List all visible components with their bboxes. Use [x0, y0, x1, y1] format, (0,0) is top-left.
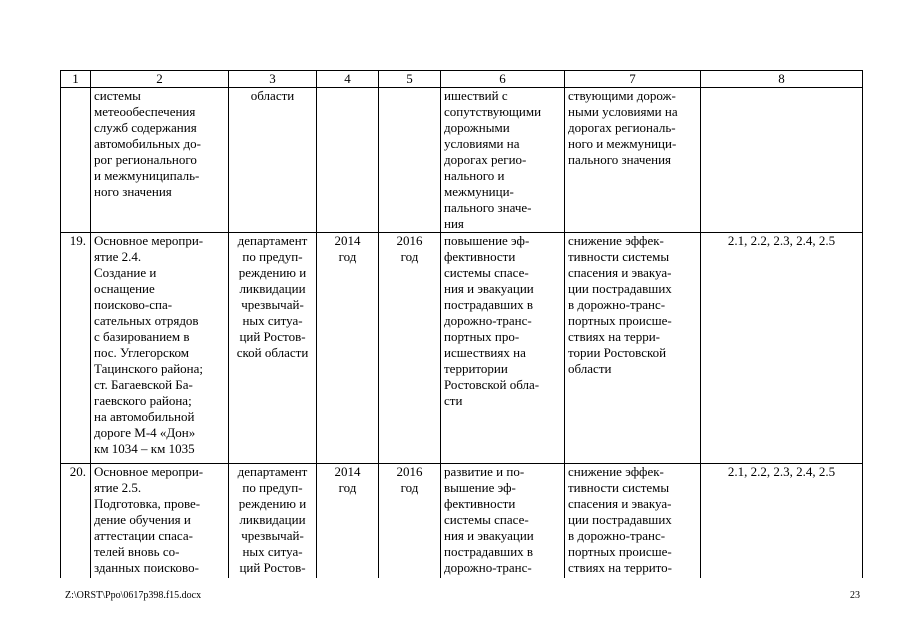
executor-cell: департамент по предуп- реждению и ликвидации чрезвычай- ных ситуа- ций Ростов- ской области — [229, 233, 317, 464]
page-number: 23 — [850, 590, 860, 601]
table-row — [61, 88, 863, 233]
column-header: 6 — [441, 71, 565, 88]
column-header: 5 — [379, 71, 441, 88]
column-header: 2 — [91, 71, 229, 88]
end-year-cell: 2016 год — [379, 464, 441, 579]
start-year-cell — [317, 88, 379, 233]
event-cell: системы метеообеспечения служб содержания автомобильных до- рог регионального и межмуниципаль- ного значения — [91, 88, 229, 233]
expected-result-cell: ишествий с сопутствующими дорожными условиями на дорогах регио- нального и межмуници- пального значе- ния — [441, 88, 565, 233]
expected-result-cell: повышение эф- фективности системы спасе- ния и эвакуации пострадавших в дорожно-транс- портных про- исшествиях на территории Ростовской обла- сти — [441, 233, 565, 464]
consequence-cell: снижение эффек- тивности системы спасения и эвакуа- ции пострадавших в дорожно-транс- портных происше- ствиях на террито- — [565, 464, 701, 579]
row-number — [61, 88, 91, 233]
executor-cell: области — [229, 88, 317, 233]
indicator-link-cell — [701, 88, 863, 233]
event-cell: Основное меропри- ятие 2.4. Создание и оснащение поисково-спа- сательных отрядов с базированием в пос. Углегорском Тацинского района; ст. Багаевской Ба- гаевского района; на автомобильной дороге М-4 «Дон» км 1034 – км 1035 — [91, 233, 229, 464]
end-year-cell — [379, 88, 441, 233]
row-number: 19. — [61, 233, 91, 464]
column-header: 8 — [701, 71, 863, 88]
indicator-link-cell: 2.1, 2.2, 2.3, 2.4, 2.5 — [701, 464, 863, 579]
table-row — [61, 464, 863, 579]
column-header: 7 — [565, 71, 701, 88]
column-header: 1 — [61, 71, 91, 88]
measures-table — [60, 70, 863, 578]
consequence-cell: снижение эффек- тивности системы спасения и эвакуа- ции пострадавших в дорожно-транс- портных происше- ствиях на терри- тории Ростовской области — [565, 233, 701, 464]
column-header: 3 — [229, 71, 317, 88]
column-header: 4 — [317, 71, 379, 88]
file-path-footer: Z:\ORST\Ppo\0617p398.f15.docx — [65, 590, 202, 601]
table-row — [61, 233, 863, 464]
executor-cell: департамент по предуп- реждению и ликвидации чрезвычай- ных ситуа- ций Ростов- — [229, 464, 317, 579]
consequence-cell: ствующими дорож- ными условиями на дорогах региональ- ного и межмуници- пального значения — [565, 88, 701, 233]
end-year-cell: 2016 год — [379, 233, 441, 464]
event-cell: Основное меропри- ятие 2.5. Подготовка, прове- дение обучения и аттестации спаса- телей вновь со- зданных поисково- — [91, 464, 229, 579]
row-number: 20. — [61, 464, 91, 579]
table-header-row — [61, 71, 863, 88]
expected-result-cell: развитие и по- вышение эф- фективности системы спасе- ния и эвакуации пострадавших в дорожно-транс- — [441, 464, 565, 579]
start-year-cell: 2014 год — [317, 464, 379, 579]
indicator-link-cell: 2.1, 2.2, 2.3, 2.4, 2.5 — [701, 233, 863, 464]
start-year-cell: 2014 год — [317, 233, 379, 464]
